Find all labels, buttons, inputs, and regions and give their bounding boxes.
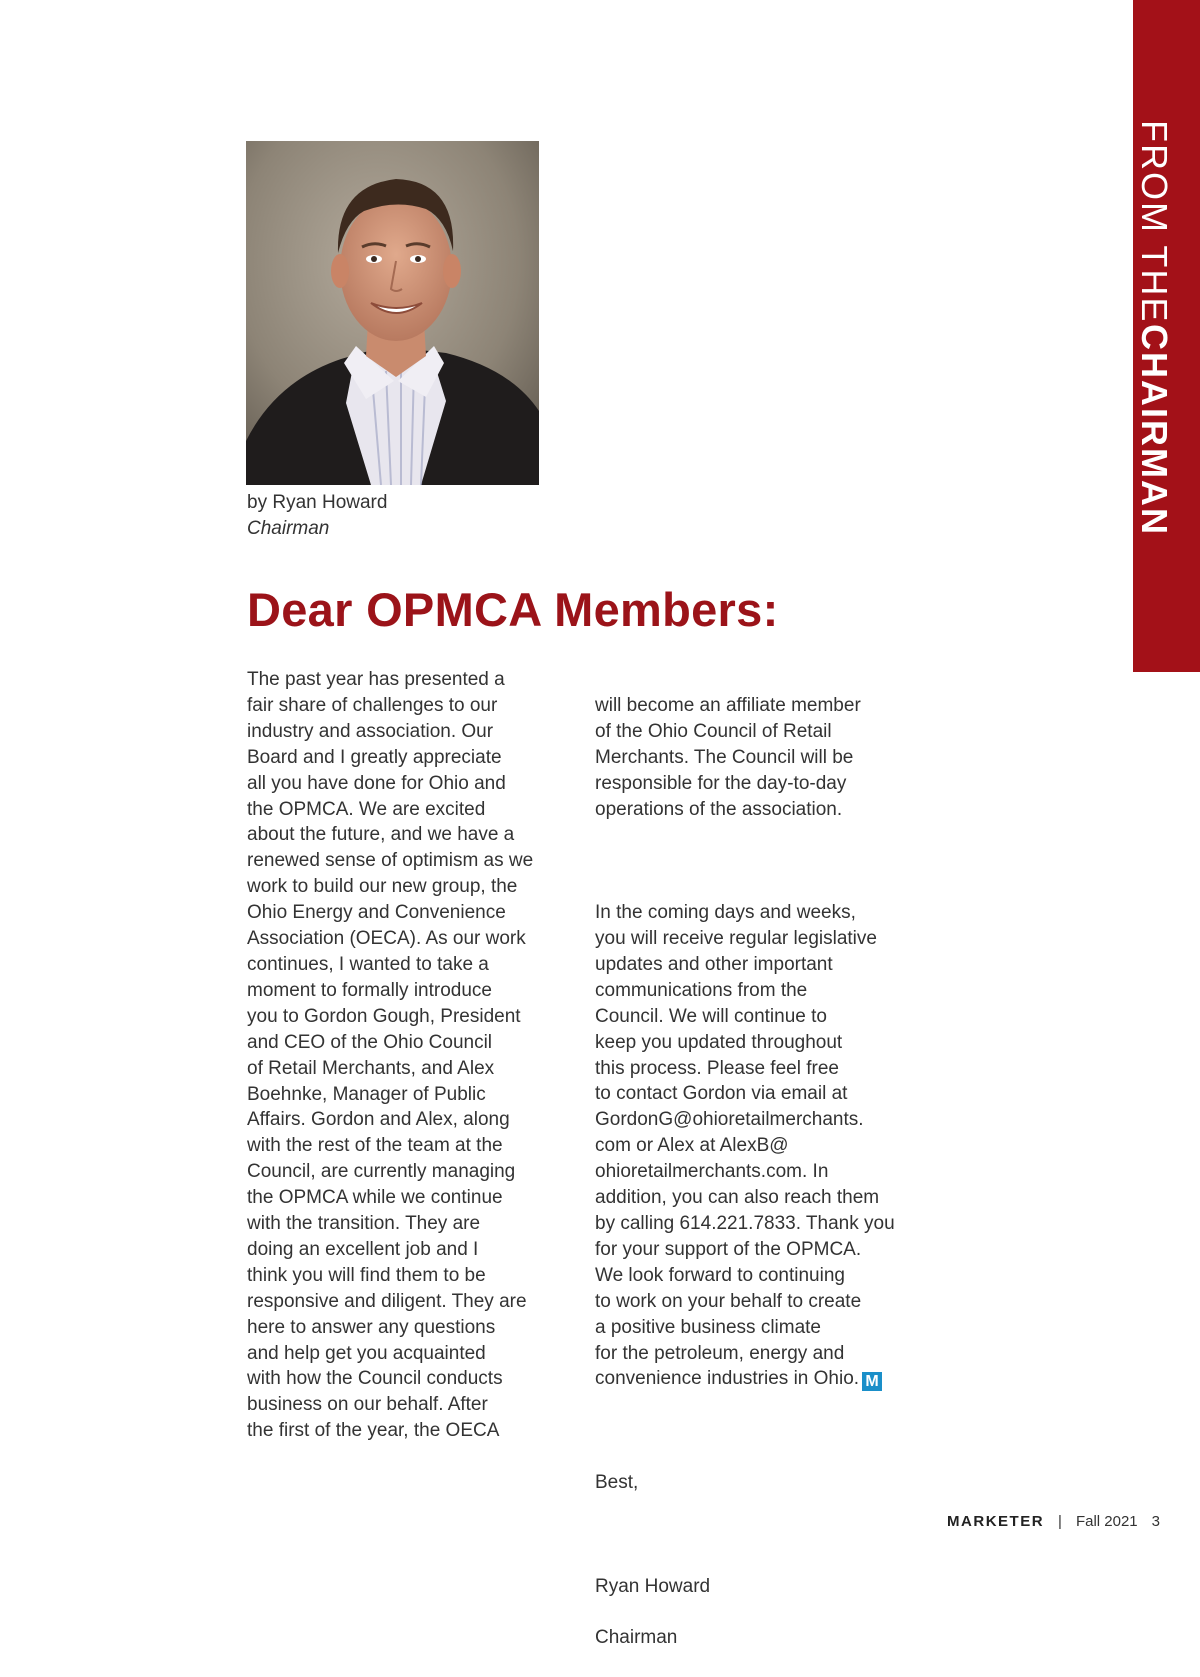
paragraph-gap	[595, 1522, 925, 1548]
footer-separator: |	[1058, 1513, 1062, 1530]
author-role: Chairman	[247, 518, 330, 539]
signature-title: Chairman	[595, 1627, 678, 1649]
author-byline	[247, 490, 387, 542]
paragraph-contact	[595, 900, 925, 1392]
page-number: 3	[1151, 1513, 1160, 1530]
paragraph-gap	[595, 848, 925, 874]
end-mark-icon: M	[862, 1372, 882, 1391]
portrait-image	[246, 141, 539, 485]
closing: Best,	[595, 1472, 639, 1494]
paragraph-contact-text: In the coming days and weeks, you will receive regular legislative updates and other important communications from the Council. We will continue to keep you updated throughout this process. Please feel free to contact Gordon via email at GordonG@ohioretailmerchants. com or Alex at AlexB@ ohioretailmerchants.com. In addition, you can also reach them by calling 614.221.7833. Thank you for your support of the OPMCA. We look forward to continuing to work on your behalf to create a positive business climate for the petroleum, energy and convenience industries in Ohio.	[595, 902, 895, 1390]
paragraph-affiliate: will become an affiliate member of the Ohio Council of Retail Merchants. The Council will be responsible for the day-to-day operations of the association.	[595, 694, 861, 820]
letter-column-left: The past year has presented a fair share of challenges to our industry and association. Our Board and I greatly appreciate all you have done for Ohio and the OPMCA. We are excited about the future, and we have a renewed sense of optimism as we work to build our new group, the Ohio Energy and Convenience Association (OECA). As our work continues, I wanted to take a moment to formally introduce you to Gordon Gough, President and CEO of the Ohio Council of Retail Merchants, and Alex Boehnke, Manager of Public Affairs. Gordon and Alex, along with the rest of the team at the Council, are currently managing the OPMCA while we continue with the transition. They are doing an excellent job and I think you will find them to be responsive and diligent. They are here to answer any questions and help get you acquainted with how the Council conducts business on our behalf. After the first of the year, the OECA	[247, 669, 534, 1442]
page-title: Dear OPMCA Members:	[247, 583, 779, 636]
section-tab-prefix: FROM THE	[1134, 120, 1175, 324]
letter-column-right	[595, 667, 925, 1677]
section-tab-emphasis: CHAIRMAN	[1134, 323, 1175, 536]
section-tab-label	[1133, 0, 1200, 672]
magazine-logo: MARKETER	[947, 1513, 1045, 1530]
author-photo	[246, 141, 539, 485]
page-footer	[947, 1513, 1160, 1530]
author-name: by Ryan Howard	[247, 492, 388, 513]
paragraph-gap	[595, 1418, 925, 1444]
signature-name: Ryan Howard	[595, 1575, 711, 1597]
issue-label: Fall 2021	[1075, 1513, 1138, 1530]
